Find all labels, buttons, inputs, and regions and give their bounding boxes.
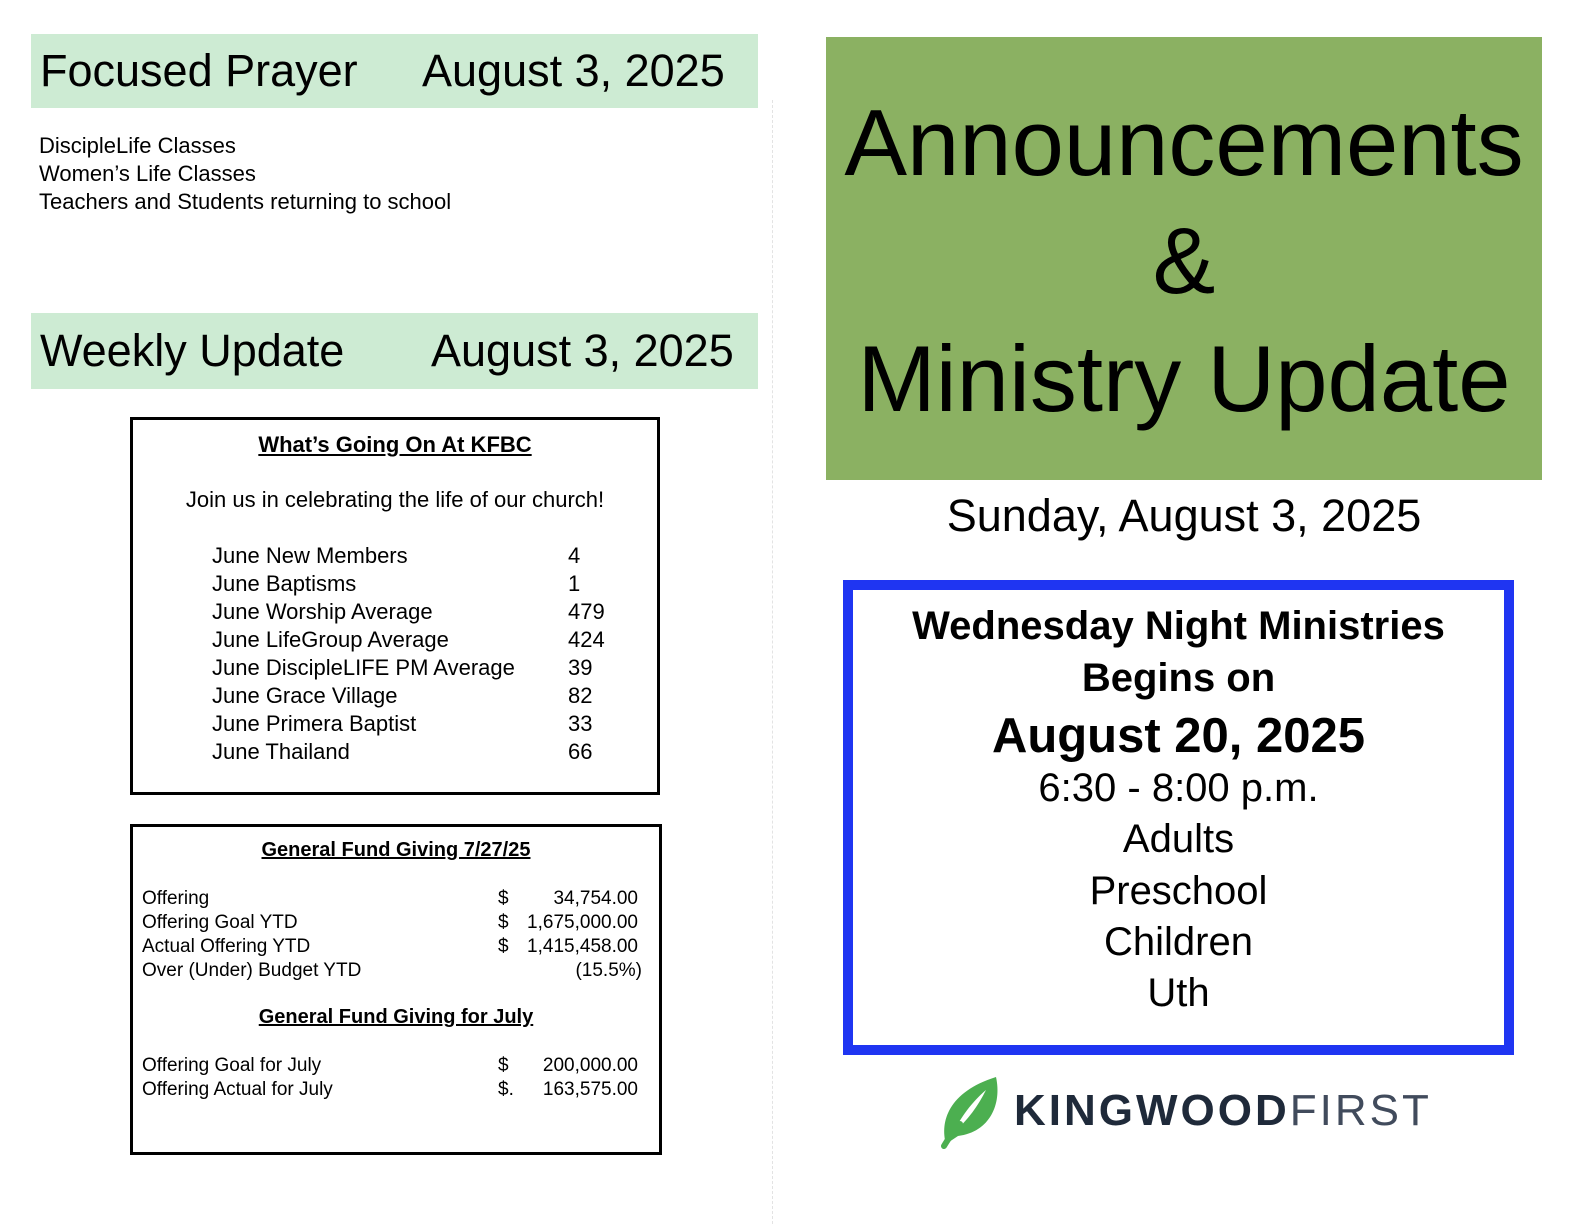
- prayer-item: DiscipleLife Classes: [39, 133, 236, 158]
- stat-row: [212, 655, 593, 681]
- stat-value: 82: [568, 683, 593, 708]
- july-fund-title: General Fund Giving for July: [258, 1006, 534, 1028]
- stat-row: [212, 599, 605, 625]
- announcements-panel: [826, 37, 1542, 480]
- fund-amount: (15.5%): [575, 960, 642, 981]
- general-fund-title: General Fund Giving 7/27/25: [261, 839, 531, 861]
- stat-row: [212, 543, 581, 569]
- general-fund-box: [130, 824, 662, 1155]
- prayer-list: [39, 132, 451, 216]
- wednesday-group: Uth: [1147, 971, 1210, 1015]
- focused-prayer-header: [31, 34, 758, 108]
- stat-row: [212, 683, 593, 709]
- wednesday-group: Children: [1104, 920, 1253, 964]
- fold-divider: [772, 100, 773, 1224]
- fund-currency: $.: [498, 1079, 514, 1100]
- kfbc-stats-title: What’s Going On At KFBC: [258, 432, 532, 457]
- stat-label: June Primera Baptist: [212, 711, 417, 736]
- fund-currency: $: [498, 888, 509, 909]
- fund-amount: 34,754.00: [553, 888, 638, 909]
- kingwood-first-logo: [938, 1074, 1438, 1150]
- announcements-title-line2: &: [1152, 208, 1216, 313]
- fund-amount: 200,000.00: [542, 1055, 638, 1076]
- wednesday-group: Adults: [1122, 817, 1235, 861]
- stat-value: 33: [568, 711, 593, 736]
- fund-label: Actual Offering YTD: [142, 936, 311, 957]
- prayer-item: Teachers and Students returning to school: [39, 189, 452, 214]
- stat-label: June Baptisms: [212, 571, 357, 596]
- wednesday-subheading: Begins on: [1081, 656, 1276, 700]
- fund-currency: $: [498, 936, 509, 957]
- wednesday-ministries-box: [843, 580, 1514, 1055]
- weekly-update-header: [31, 313, 758, 389]
- stat-label: June Worship Average: [212, 599, 433, 624]
- fund-label: Offering Actual for July: [142, 1079, 333, 1100]
- focused-prayer-date: August 3, 2025: [422, 45, 725, 96]
- announcements-title-line3: Ministry Update: [857, 326, 1511, 431]
- stat-row: [212, 711, 593, 737]
- wednesday-start-date: August 20, 2025: [991, 709, 1366, 763]
- wednesday-time: 6:30 - 8:00 p.m.: [1038, 766, 1319, 810]
- sunday-date: Sunday, August 3, 2025: [946, 490, 1422, 541]
- stat-label: June DiscipleLIFE PM Average: [212, 655, 515, 680]
- fund-label: Offering Goal YTD: [142, 912, 298, 933]
- focused-prayer-title: Focused Prayer: [40, 45, 358, 96]
- stat-value: 1: [568, 571, 581, 596]
- weekly-update-date: August 3, 2025: [431, 325, 734, 376]
- weekly-update-title: Weekly Update: [40, 325, 345, 376]
- stat-value: 424: [568, 627, 605, 652]
- stat-label: June New Members: [212, 543, 408, 568]
- stat-value: 39: [568, 655, 593, 680]
- stat-value: 4: [568, 543, 581, 568]
- fund-amount: 1,675,000.00: [527, 912, 638, 933]
- wednesday-group: Preschool: [1089, 869, 1268, 913]
- stat-row: [212, 627, 605, 653]
- stat-label: June Thailand: [212, 739, 350, 764]
- prayer-item: Women’s Life Classes: [39, 161, 256, 186]
- stat-value: 479: [568, 599, 605, 624]
- fund-amount: 1,415,458.00: [527, 936, 638, 957]
- stat-value: 66: [568, 739, 593, 764]
- announcements-title-line1: Announcements: [844, 90, 1524, 195]
- kfbc-intro: Join us in celebrating the life of our church!: [185, 487, 605, 512]
- logo-text-light: FIRST: [1289, 1086, 1432, 1135]
- wednesday-heading: Wednesday Night Ministries: [912, 604, 1445, 648]
- fund-label: Offering Goal for July: [142, 1055, 322, 1076]
- logo-wordmark: [1014, 1086, 1432, 1136]
- stat-label: June Grace Village: [212, 683, 398, 708]
- stat-label: June LifeGroup Average: [212, 627, 449, 652]
- logo-text-bold: KINGWOOD: [1014, 1086, 1290, 1135]
- kfbc-stats-box: [130, 417, 660, 795]
- stat-row: [212, 739, 593, 765]
- fund-currency: $: [498, 912, 509, 933]
- fund-amount: 163,575.00: [542, 1079, 638, 1100]
- fund-label: Offering: [142, 888, 210, 909]
- fund-currency: $: [498, 1055, 509, 1076]
- fund-label: Over (Under) Budget YTD: [142, 960, 362, 981]
- stat-row: [212, 571, 581, 597]
- leaf-icon: [938, 1074, 1004, 1150]
